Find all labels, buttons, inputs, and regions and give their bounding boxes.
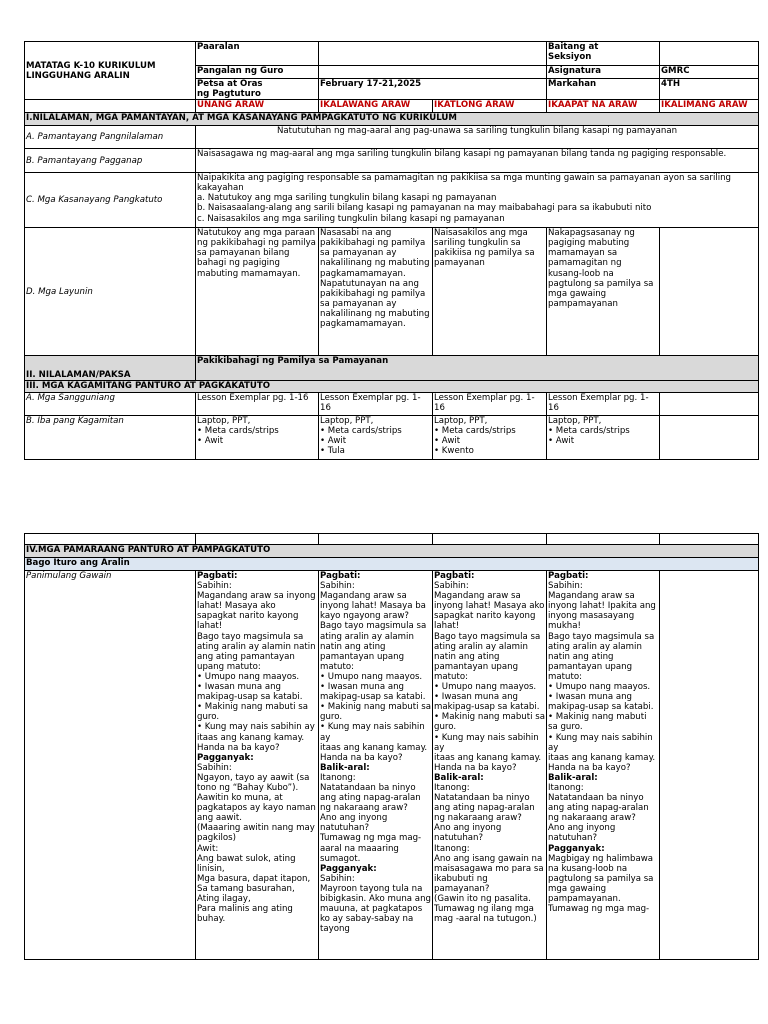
panimula-day-3 xyxy=(433,571,547,960)
bago-ituro-heading: Bago Ituro ang Aralin xyxy=(25,558,759,571)
pamantayang-pagganap-text: Naisasagawa ng mag-aaral ang mga sariling tungkulin bilang kasapi ng pamayanan bilang tanda ng pagiging responsable. xyxy=(196,149,759,173)
pagbati-text: Sabihin: Magandang araw sa inyong lahat! Ipakita ang inyong masasayang mukha! Bago tayo magsimula sa ating aralin ay alamin natin ang ating pamantayan upang matuto: • Umupo nang maayos. • Iwasan muna ang makipag-usap sa katabi. • Makinig nang mabuti sa guro. • Kung may nais sabihin ay itaas ang kanang kamay. Handa na ba kayo? xyxy=(548,581,656,773)
pagganyak-text: Sabihin: Mayroon tayong tula na bibigkasin. Ako muna ang mauuna, at pagkatapos ko ay sabay-sabay na tayong xyxy=(320,873,431,935)
layunin-day-1: Natutukoy ang mga paraan ng pakikibahagi ng pamilya sa pamayanan bilang bahagi ng pagiging mabuting mamamayan. xyxy=(196,228,319,356)
panimulang-gawain-label: Panimulang Gawain xyxy=(25,571,196,960)
kasanayang-pangkatuto-text: Naipakikita ang pagiging responsable sa pamamagitan ng pakikiisa sa mga munting gawain sa pamayanan ayon sa sariling kakayahan a. Natutukoy ang mga sariling tungkulin bilang kasapi ng pamayanan b. Naisasaalang-alang ang sarili bilang kasapi ng pamayanan na may maibabahagi para sa ikabubuti nito c. Naisasakilos ang mga sariling tungkulin bilang kasapi ng pamayanan xyxy=(196,173,759,228)
blank-cell xyxy=(319,534,433,545)
panimula-day-1 xyxy=(196,571,319,960)
pagbati-heading: Pagbati: xyxy=(197,571,238,581)
kagamitan-day-3: Laptop, PPT, • Meta cards/strips • Awit • Kwento xyxy=(433,416,547,460)
kagamitan-day-4: Laptop, PPT, • Meta cards/strips • Awit xyxy=(547,416,660,460)
kagamitan-day-2: Laptop, PPT, • Meta cards/strips • Awit • Tula xyxy=(319,416,433,460)
markahan-label: Markahan xyxy=(547,79,660,100)
petsa-label: Petsa at Oras ng Pagtuturo xyxy=(196,79,319,100)
markahan-value: 4TH xyxy=(660,79,759,100)
section-1-heading: I.NILALAMAN, MGA PAMANTAYAN, AT MGA KASANAYANG PAMPAGKATUTO NG KURIKULUM xyxy=(25,113,759,126)
balik-aral-heading: Balik-aral: xyxy=(548,772,598,783)
day-header: IKATLONG ARAW xyxy=(433,100,547,113)
pamantayang-pangnilalaman-text: Natututuhan ng mag-aaral ang pag-unawa sa sariling tungkulin bilang kasapi ng pamayanan xyxy=(196,126,759,149)
pagganyak-text: Magbigay ng halimbawa na kusang-loob na pagtulong sa pamilya sa mga gawaing pampamayanan. Tumawag ng mga mag- xyxy=(548,853,654,915)
day-header: IKALIMANG ARAW xyxy=(660,100,759,113)
blank-cell xyxy=(660,534,759,545)
paaralan-label: Paaralan xyxy=(196,42,319,66)
layunin-day-4: Nakapagsasanay ng pagiging mabuting mamamayan sa pamamagitan ng kusang-loob na pagtulong sa pamilya sa mga gawaing pampamayanan xyxy=(547,228,660,356)
panimula-day-5 xyxy=(660,571,759,960)
baitang-label: Baitang at Seksiyon xyxy=(547,42,660,66)
section-4-heading: IV.MGA PAMARAANG PANTURO AT PAMPAGKATUTO xyxy=(25,545,759,558)
sanggunian-day-1: Lesson Exemplar pg. 1-16 xyxy=(196,393,319,416)
panimula-day-2 xyxy=(319,571,433,960)
pagbati-heading: Pagbati: xyxy=(548,571,589,581)
pagganyak-text: Sabihin: Ngayon, tayo ay aawit (sa tono ng “Bahay Kubo”). Aawitin ko muna, at pagkatapos ay kayo naman ang aawit. (Maaaring awitin nang may pagkilos) Awit: Ang bawat sulok, ating linisin, Mga basura, dapat itapon, Sa tamang basurahan, Ating ilagay, Para malinis ang ating buhay. xyxy=(197,762,316,925)
day-corner xyxy=(25,100,196,113)
lesson-plan-header-table xyxy=(24,41,759,460)
day-header: IKALAWANG ARAW xyxy=(319,100,433,113)
kagamitan-day-5 xyxy=(660,416,759,460)
blank-cell xyxy=(547,534,660,545)
sanggunian-day-3: Lesson Exemplar pg. 1-16 xyxy=(433,393,547,416)
day-header: IKAAPAT NA ARAW xyxy=(547,100,660,113)
pagbati-heading: Pagbati: xyxy=(434,571,475,581)
petsa-value: February 17-21,2025 xyxy=(319,79,547,100)
pagganyak-heading: Pagganyak: xyxy=(548,843,605,854)
asignatura-value: GMRC xyxy=(660,66,759,79)
asignatura-label: Asignatura xyxy=(547,66,660,79)
kasanayang-pangkatuto-label: C. Mga Kasanayang Pangkatuto xyxy=(25,173,196,228)
layunin-day-3: Naisasakilos ang mga sariling tungkulin sa pakikiisa ng pamilya sa pamayanan xyxy=(433,228,547,356)
section-2-heading: II. NILALAMAN/PAKSA xyxy=(25,356,196,381)
pamantayang-pagganap-label: B. Pamantayang Pagganap xyxy=(25,149,196,173)
guro-label: Pangalan ng Guro xyxy=(196,66,319,79)
section-3-heading: III. MGA KAGAMITANG PANTURO AT PAGKAKATUTO xyxy=(25,381,759,393)
day-header: UNANG ARAW xyxy=(196,100,319,113)
layunin-day-5 xyxy=(660,228,759,356)
balik-aral-text: Itanong: Natatandaan ba ninyo ang ating napag-aralan ng nakaraang araw? Ano ang inyong natutuhan? Itanong: Ano ang isang gawain na maisasagawa mo para sa ikabubuti ng pamayanan? (Gawin ito ng pasalita. Tumawag ng ilang mga mag -aaral na tutugon.) xyxy=(434,782,544,925)
pagbati-heading: Pagbati: xyxy=(320,571,361,581)
guro-value xyxy=(319,66,547,79)
sanggunian-day-2: Lesson Exemplar pg. 1-16 xyxy=(319,393,433,416)
pagganyak-heading: Pagganyak: xyxy=(320,863,377,874)
pamaraan-table xyxy=(24,533,759,960)
blank-cell xyxy=(196,534,319,545)
balik-aral-heading: Balik-aral: xyxy=(434,772,484,783)
panimula-day-4 xyxy=(547,571,660,960)
baitang-value xyxy=(660,42,759,66)
pagbati-text: Sabihin: Magandang araw sa inyong lahat! Masaya ako sapagkat narito kayong lahat! Bago tayo magsimula sa ating aralin ay alamin natin ang ating pamantayan upang matuto: • Umupo nang maayos. • Iwasan muna ang makipag-usap sa katabi. • Makinig nang mabuti sa guro. • Kung may nais sabihin ay itaas ang kanang kamay. Handa na ba kayo? xyxy=(197,581,316,753)
blank-cell xyxy=(25,534,196,545)
paaralan-value xyxy=(319,42,547,66)
layunin-day-2: Nasasabi na ang pakikibahagi ng pamilya sa pamayanan ay nakalilinang ng mabuting pagkamamamayan. Napatutunayan na ang pakikibahagi ng pamilya sa pamayanan ay nakalilinang ng mabuting pagkamamamayan. xyxy=(319,228,433,356)
curriculum-title: MATATAG K-10 KURIKULUM LINGGUHANG ARALIN xyxy=(25,42,196,100)
layunin-label: D. Mga Layunin xyxy=(25,228,196,356)
balik-aral-text: Itanong: Natatandaan ba ninyo ang ating napag-aralan ng nakaraang araw? Ano ang inyong natutuhan? Tumawag ng mga mag-aaral na maaaring sumagot. xyxy=(320,772,422,864)
sanggunian-label: A. Mga Sangguniang xyxy=(25,393,196,416)
pamantayang-pangnilalaman-label: A. Pamantayang Pangnilalaman xyxy=(25,126,196,149)
sanggunian-day-5 xyxy=(660,393,759,416)
sanggunian-day-4: Lesson Exemplar pg. 1-16 xyxy=(547,393,660,416)
kagamitan-day-1: Laptop, PPT, • Meta cards/strips • Awit xyxy=(196,416,319,460)
pagganyak-heading: Pagganyak: xyxy=(197,752,254,763)
kagamitan-label: B. Iba pang Kagamitan xyxy=(25,416,196,460)
paksa-topic: Pakikibahagi ng Pamilya sa Pamayanan xyxy=(196,356,759,381)
balik-aral-text: Itanong: Natatandaan ba ninyo ang ating napag-aralan ng nakaraang araw? Ano ang inyong natutuhan? xyxy=(548,782,649,844)
pagbati-text: Sabihin: Magandang araw sa inyong lahat! Masaya ba kayo ngayong araw? Bago tayo magsimula sa ating aralin ay alamin natin ang ating pamantayan upang matuto: • Umupo nang maayos. • Iwasan muna ang makipag-usap sa katabi. • Makinig nang mabuti sa guro. • Kung may nais sabihin ay itaas ang kanang kamay. Handa na ba kayo? xyxy=(320,581,431,763)
balik-aral-heading: Balik-aral: xyxy=(320,762,370,773)
blank-cell xyxy=(433,534,547,545)
pagbati-text: Sabihin: Magandang araw sa inyong lahat! Masaya ako sapagkat narito kayong lahat! Bago tayo magsimula sa ating aralin ay alamin natin ang ating pamantayan upang matuto: • Umupo nang maayos. • Iwasan muna ang makipag-usap sa katabi. • Makinig nang mabuti sa guro. • Kung may nais sabihin ay itaas ang kanang kamay. Handa na ba kayo? xyxy=(434,581,545,773)
